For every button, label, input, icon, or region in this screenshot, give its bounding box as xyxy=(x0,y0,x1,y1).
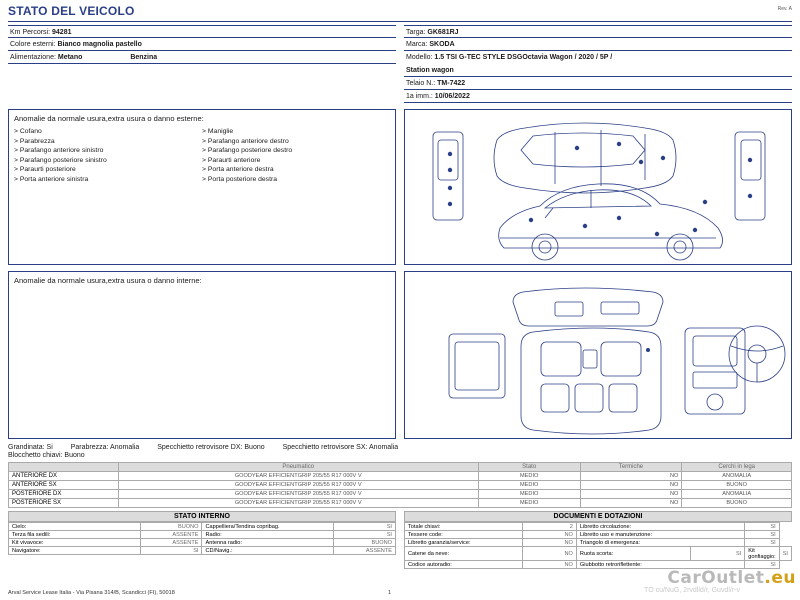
cell-termiche: NO xyxy=(580,481,682,490)
info-row xyxy=(8,25,396,38)
bottom-tables xyxy=(8,511,792,569)
list-item: > Parabrezza xyxy=(14,137,202,147)
cell-key: Catene da neve: xyxy=(405,547,523,561)
interior-status-title: STATO INTERNO xyxy=(8,511,396,522)
title-divider xyxy=(8,21,792,22)
table-row xyxy=(9,499,792,508)
cell-key: Libretto garanzia/service: xyxy=(405,539,523,547)
cell-key: Totale chiavi: xyxy=(405,523,523,531)
cell-stato: MEDIO xyxy=(478,472,580,481)
table-row xyxy=(9,547,396,555)
list-item: > Porta anteriore destra xyxy=(202,165,390,175)
cell-key: Triangolo di emergenza: xyxy=(576,539,744,547)
info-row xyxy=(404,77,792,90)
info-value: 1.5 TSI G-TEC STYLE DSGOctavia Wagon / 2020 / 5P / xyxy=(434,54,613,61)
info-row xyxy=(8,51,396,64)
cell-value: SI xyxy=(745,561,779,569)
revision-label: Rev. A xyxy=(777,6,792,12)
internal-damage-title: Anomalie da normale usura,extra usura o danno interne: xyxy=(14,276,202,285)
cell-value: SI xyxy=(779,547,791,561)
footer-company: Arval Service Lease Italia - Via Pisana 314/B, Scandicci (FI), 50018 xyxy=(8,590,175,596)
cell-value: SI xyxy=(334,531,396,539)
th-termiche: Termiche xyxy=(580,463,682,472)
cell-cerchi: BUONO xyxy=(682,481,792,490)
cell-termiche: NO xyxy=(580,490,682,499)
cell-stato: MEDIO xyxy=(478,499,580,508)
cell-tyre: GOODYEAR EFFICIENTGRIP 205/55 R17 000V V xyxy=(118,472,478,481)
table-row xyxy=(9,531,396,539)
cell-key: Radio: xyxy=(202,531,334,539)
external-damage-section xyxy=(8,109,792,265)
cell-key: Ruota scorta: xyxy=(576,547,690,561)
cell-key: Kit gonfiaggio: xyxy=(745,547,779,561)
cell-value: BUONO xyxy=(140,523,202,531)
list-item: > Porta posteriore destra xyxy=(202,175,390,185)
page-footer xyxy=(8,590,792,596)
cell-value: ASSENTE xyxy=(140,539,202,547)
table-header-row xyxy=(9,463,792,472)
cell-position: ANTERIORE SX xyxy=(9,481,119,490)
external-damage-list xyxy=(8,109,396,265)
note-parabrezza: Parabrezza: Anomalia xyxy=(70,444,140,451)
tyres-table xyxy=(8,462,792,508)
table-row xyxy=(405,531,792,539)
cell-value: SI xyxy=(745,523,779,531)
info-label: Modello: xyxy=(406,54,433,61)
note-grandinata: Grandinata: Si xyxy=(8,444,53,451)
info-value-secondary: Benzina xyxy=(130,54,158,61)
cell-value: NO xyxy=(522,561,576,569)
cell-value: SI xyxy=(334,523,396,531)
cell-value: BUONO xyxy=(334,539,396,547)
info-row xyxy=(404,38,792,51)
info-label: Colore esterni: xyxy=(10,41,56,48)
table-row xyxy=(405,539,792,547)
cell-termiche: NO xyxy=(580,499,682,508)
info-value: TM-7422 xyxy=(437,80,466,87)
cell-key: CD/Navig.: xyxy=(202,547,334,555)
note-mirror-dx: Specchietto retrovisore DX: Buono xyxy=(157,444,265,451)
cell-key: Libretto uso e manutenzione: xyxy=(576,531,744,539)
documents-table xyxy=(404,511,792,569)
list-item: > Maniglie xyxy=(202,127,390,137)
info-label: 1a imm.: xyxy=(406,93,433,100)
cell-value: SI xyxy=(745,539,779,547)
th-stato: Stato xyxy=(478,463,580,472)
info-value: 94281 xyxy=(52,29,72,36)
info-row xyxy=(404,51,792,64)
info-label: Alimentazione: xyxy=(10,54,56,61)
exterior-diagram xyxy=(404,109,792,265)
cell-value: NO xyxy=(522,539,576,547)
info-label: Targa: xyxy=(406,29,426,36)
table-row xyxy=(9,539,396,547)
th-cerchi: Cerchi in lega xyxy=(682,463,792,472)
cell-key: Codice autoradio: xyxy=(405,561,523,569)
info-value: Station wagon xyxy=(406,67,454,74)
cell-value: NO xyxy=(522,547,576,561)
cell-tyre: GOODYEAR EFFICIENTGRIP 205/55 R17 000V V xyxy=(118,499,478,508)
list-item: > Parafango anteriore sinistro xyxy=(14,146,202,156)
cell-position: POSTERIORE SX xyxy=(9,499,119,508)
table-row xyxy=(405,547,792,561)
cell-value: SI xyxy=(745,531,779,539)
interior-status-table xyxy=(8,511,396,569)
cell-value: ASSENTE xyxy=(334,547,396,555)
vehicle-info-left xyxy=(8,25,396,103)
info-value: 10/06/2022 xyxy=(434,93,470,100)
vehicle-info xyxy=(8,25,792,103)
th-pneumatico: Pneumatico xyxy=(118,463,478,472)
table-row xyxy=(9,523,396,531)
cell-stato: MEDIO xyxy=(478,490,580,499)
list-item: > Paraurti posteriore xyxy=(14,165,202,175)
cell-stato: MEDIO xyxy=(478,481,580,490)
note-keys: Blocchetto chiavi: Buono xyxy=(8,452,85,459)
external-damage-col1 xyxy=(14,127,202,184)
cell-value: 2 xyxy=(522,523,576,531)
summary-notes xyxy=(8,444,792,451)
info-label: Marca: xyxy=(406,41,428,48)
list-item: > Parafango posteriore sinistro xyxy=(14,156,202,166)
table-row xyxy=(9,472,792,481)
table-row xyxy=(405,523,792,531)
cell-cerchi: BUONO xyxy=(682,499,792,508)
info-label: Telaio N.: xyxy=(406,80,436,87)
info-row xyxy=(8,38,396,51)
title-row xyxy=(8,4,792,20)
list-item: > Cofano xyxy=(14,127,202,137)
info-row xyxy=(404,25,792,38)
cell-key: Terza fila sedili: xyxy=(9,531,141,539)
watermark-suffix: .eu xyxy=(764,568,796,588)
table-row xyxy=(9,481,792,490)
table-row xyxy=(9,490,792,499)
cell-termiche: NO xyxy=(580,472,682,481)
cell-key: Navigatore: xyxy=(9,547,141,555)
documents-title: DOCUMENTI E DOTAZIONI xyxy=(404,511,792,522)
cell-value: SI xyxy=(140,547,202,555)
car-exterior-svg xyxy=(405,110,792,264)
info-value: SKODA xyxy=(429,41,455,48)
interior-diagram xyxy=(404,271,792,439)
list-item: > Porta anteriore sinistra xyxy=(14,175,202,185)
cell-key: Tessere code: xyxy=(405,531,523,539)
cell-key: Kit vivavoce: xyxy=(9,539,141,547)
footer-page-number: 1 xyxy=(388,590,392,596)
info-row xyxy=(404,64,792,77)
info-row xyxy=(404,90,792,103)
list-item: > Parafango anteriore destro xyxy=(202,137,390,147)
note-mirror-sx: Specchietto retrovisore SX: Anomalia xyxy=(282,444,399,451)
cell-value: SI xyxy=(691,547,745,561)
cell-key: Antenna radio: xyxy=(202,539,334,547)
internal-damage-list xyxy=(8,271,396,439)
cell-key: Libretto circolazione: xyxy=(576,523,744,531)
watermark-text: CarOutlet xyxy=(667,568,765,588)
cell-position: ANTERIORE DX xyxy=(9,472,119,481)
cell-cerchi: ANOMALIA xyxy=(682,490,792,499)
list-item: > Paraurti anteriore xyxy=(202,156,390,166)
cell-key: Cielo: xyxy=(9,523,141,531)
info-value: Metano xyxy=(57,54,83,61)
info-label: Km Percorsi: xyxy=(10,29,51,36)
vehicle-info-right xyxy=(404,25,792,103)
internal-damage-section xyxy=(8,271,792,439)
cell-position: POSTERIORE DX xyxy=(9,490,119,499)
info-value: Bianco magnolia pastello xyxy=(57,41,142,48)
external-damage-col2 xyxy=(202,127,390,184)
cell-key: Cappelliera/Tendina copribag. xyxy=(202,523,334,531)
external-damage-title: Anomalie da normale usura,extra usura o danno esterne: xyxy=(14,114,204,123)
cell-tyre: GOODYEAR EFFICIENTGRIP 205/55 R17 000V V xyxy=(118,490,478,499)
cell-key: Giubbotto retroriflettente: xyxy=(576,561,744,569)
list-item: > Parafango posteriore destro xyxy=(202,146,390,156)
cell-value: ASSENTE xyxy=(140,531,202,539)
cell-tyre: GOODYEAR EFFICIENTGRIP 205/55 R17 000V V xyxy=(118,481,478,490)
cell-cerchi: ANOMALIA xyxy=(682,472,792,481)
watermark-sub: TO cu/NuG, 2rvdlld/r, Guvdl/r-v xyxy=(644,587,740,594)
info-value: GK681RJ xyxy=(427,29,459,36)
th-position xyxy=(9,463,119,472)
page-title: STATO DEL VEICOLO xyxy=(8,4,135,18)
watermark xyxy=(667,568,796,588)
car-interior-svg xyxy=(405,272,792,438)
cell-value: NO xyxy=(522,531,576,539)
